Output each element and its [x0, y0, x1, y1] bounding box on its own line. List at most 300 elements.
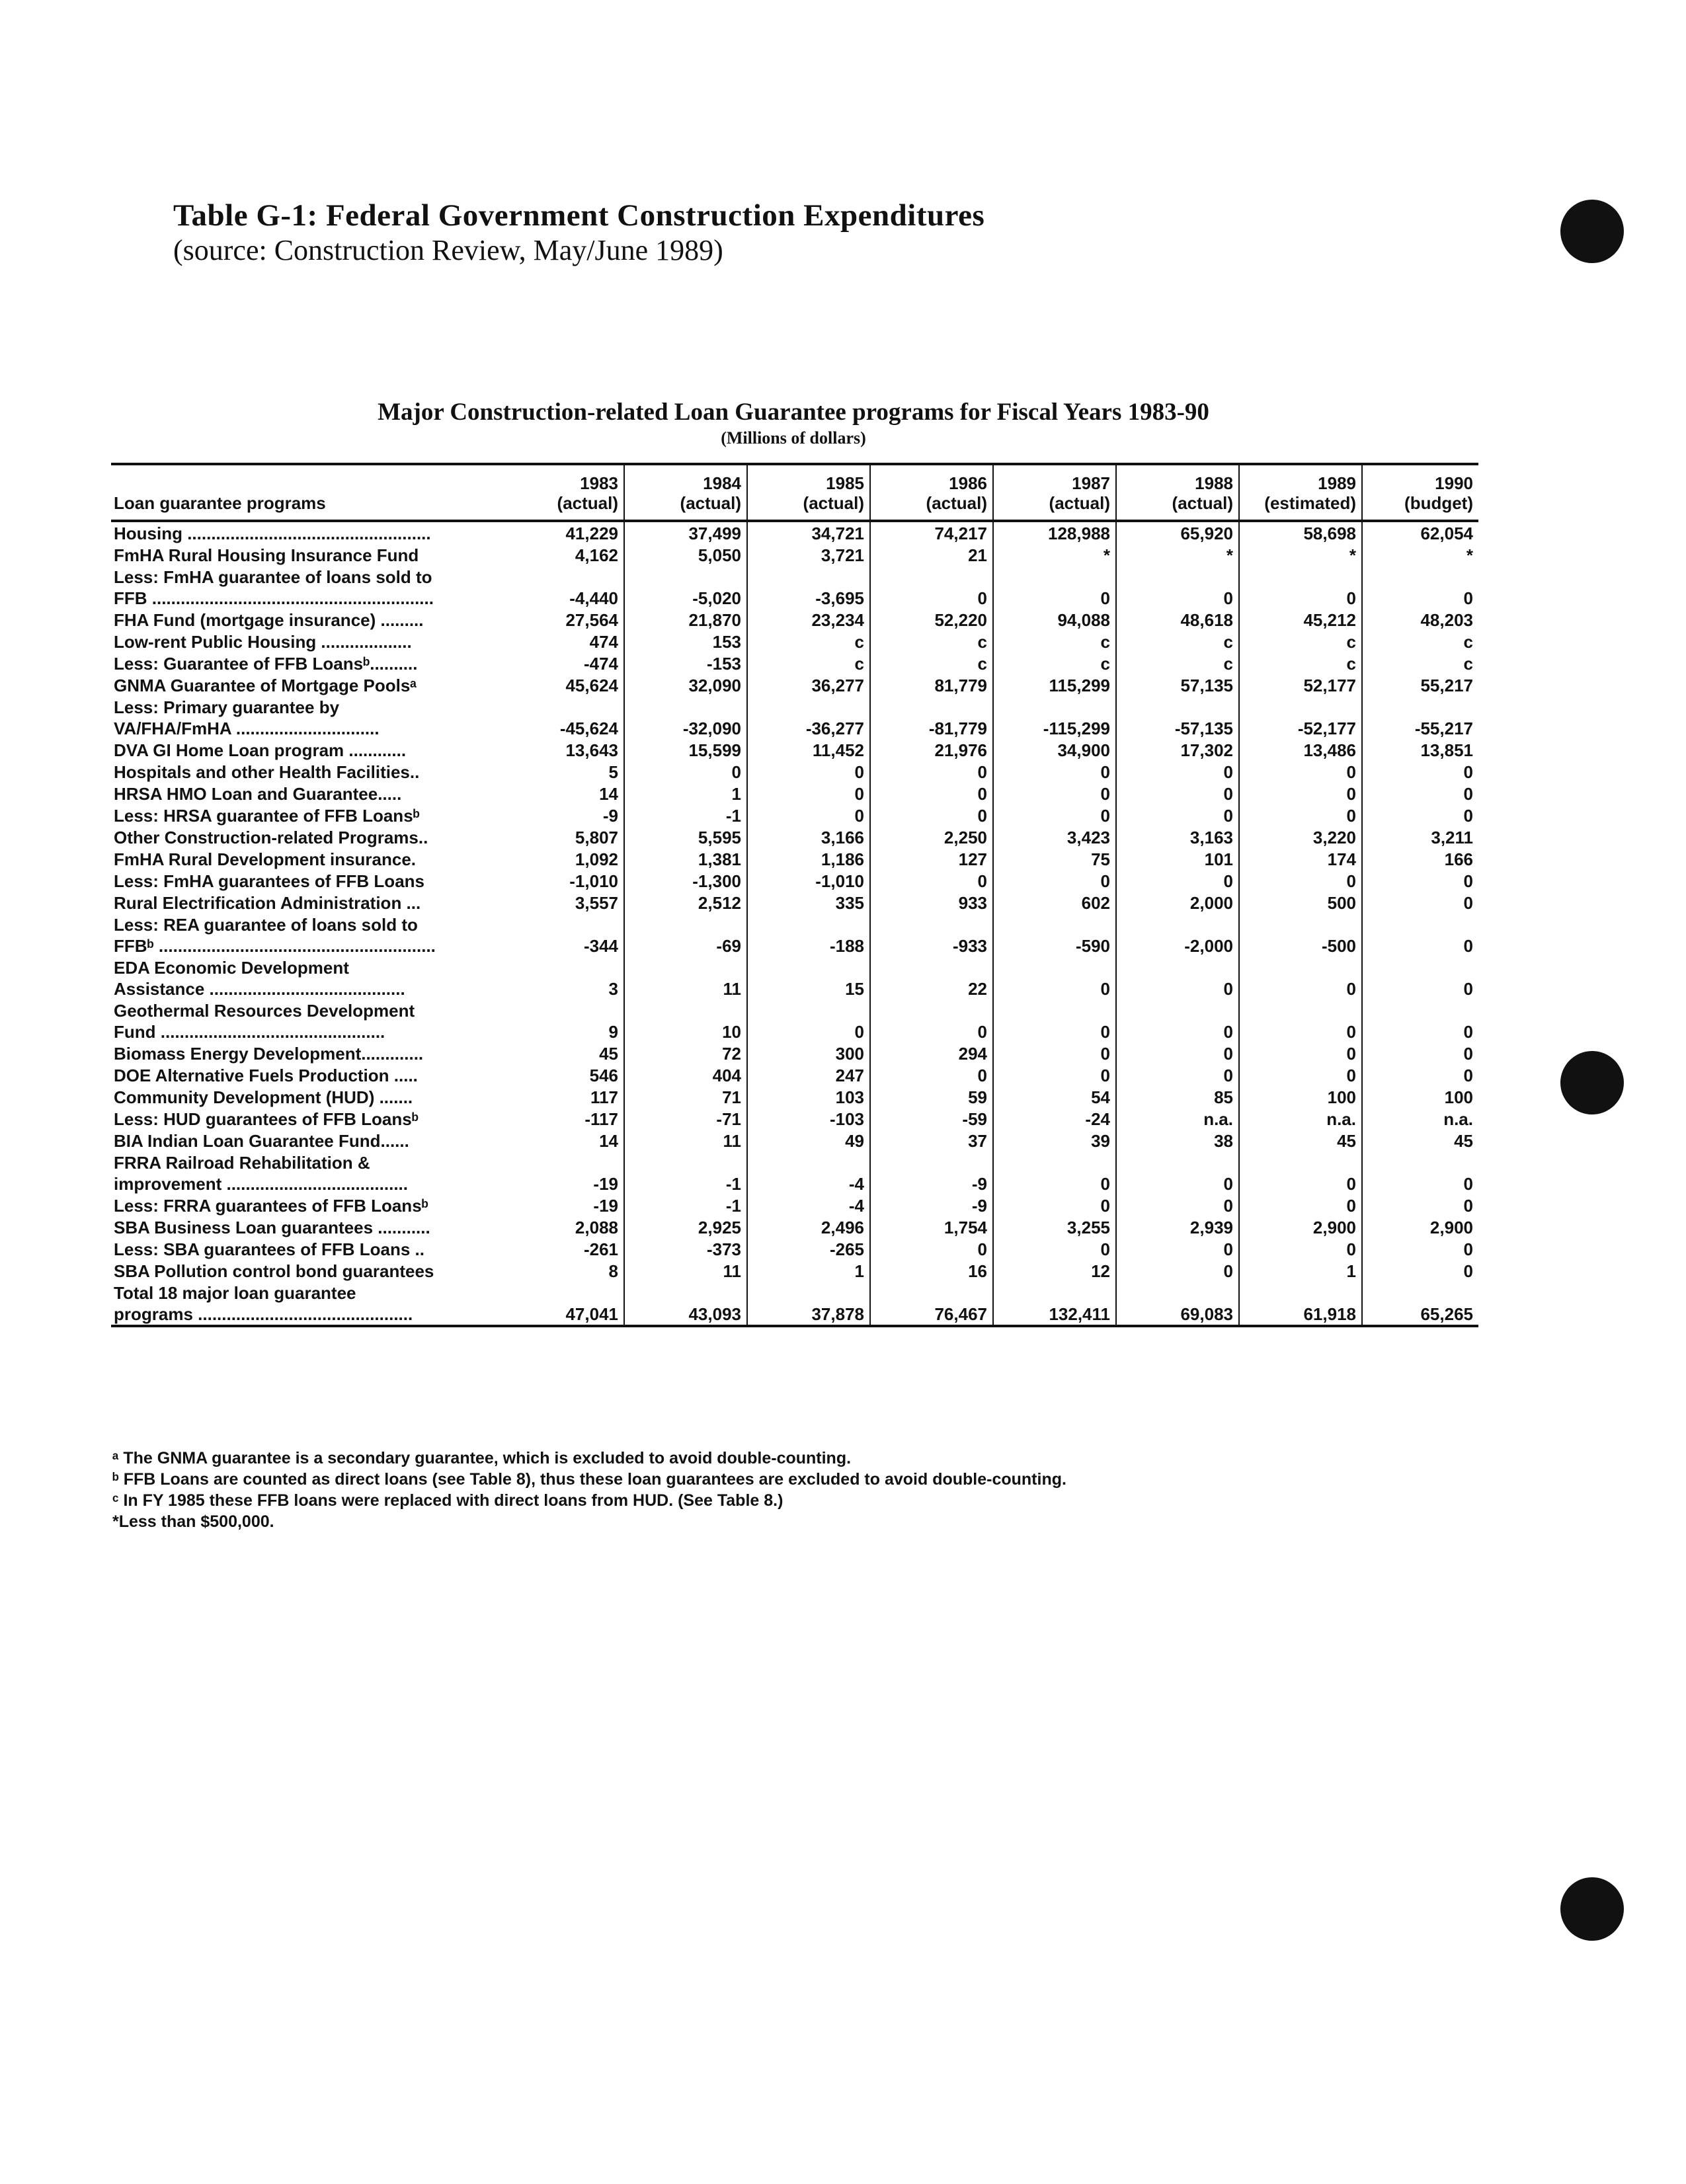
value-cell: 3 — [501, 956, 624, 999]
value-cell: -265 — [747, 1238, 870, 1260]
table-row — [111, 892, 1478, 914]
value-cell: 115,299 — [993, 674, 1116, 696]
program-label-cell — [111, 892, 501, 914]
value-cell: 1,092 — [501, 848, 624, 870]
program-label-cell — [111, 804, 501, 826]
value-cell: -19 — [501, 1194, 624, 1216]
value-cell: 128,988 — [993, 521, 1116, 544]
table-row — [111, 1151, 1478, 1194]
value-cell: 21,976 — [870, 739, 993, 761]
value-cell: 1,381 — [624, 848, 747, 870]
program-label-cell — [111, 1194, 501, 1216]
value-cell: -103 — [747, 1108, 870, 1130]
value-cell: -69 — [624, 914, 747, 956]
value-cell: c — [1116, 631, 1239, 652]
value-cell: 37 — [870, 1130, 993, 1151]
value-cell: 1,186 — [747, 848, 870, 870]
value-cell: 37,499 — [624, 521, 747, 544]
year-label: 1985 — [826, 473, 864, 493]
value-cell: 15,599 — [624, 739, 747, 761]
year-column-header — [993, 464, 1116, 521]
program-column-header: Loan guarantee programs — [114, 493, 326, 513]
value-cell: -19 — [501, 1151, 624, 1194]
value-cell: 22 — [870, 956, 993, 999]
value-cell: c — [1116, 652, 1239, 674]
value-cell: 602 — [993, 892, 1116, 914]
program-label-cell — [111, 956, 501, 999]
program-label-cell — [111, 1042, 501, 1064]
year-label: 1987 — [1072, 473, 1110, 493]
value-cell: 32,090 — [624, 674, 747, 696]
value-cell: -3,695 — [747, 566, 870, 609]
value-cell: 2,250 — [870, 826, 993, 848]
value-cell: 3,721 — [747, 544, 870, 566]
value-cell: 54 — [993, 1086, 1116, 1108]
value-cell: 0 — [870, 566, 993, 609]
year-column-header — [501, 464, 624, 521]
value-cell: 0 — [1463, 1196, 1473, 1216]
table-row — [111, 804, 1478, 826]
program-label: Housing ................................................... — [114, 524, 431, 543]
value-cell: 45 — [1239, 1130, 1362, 1151]
value-cell: 10 — [624, 999, 747, 1042]
value-cell: 65,265 — [1420, 1304, 1473, 1324]
program-label: FRRA Railroad Rehabilitation & improvement ...................................... — [114, 1153, 408, 1194]
value-cell: 65,920 — [1116, 521, 1239, 544]
value-cell: 34,721 — [747, 521, 870, 544]
table-row — [111, 870, 1478, 892]
table-row — [111, 674, 1478, 696]
value-cell: -36,277 — [747, 696, 870, 739]
page-title-block — [173, 197, 984, 267]
value-cell: 34,900 — [993, 739, 1116, 761]
value-cell: c — [993, 652, 1116, 674]
value-cell: 17,302 — [1116, 739, 1239, 761]
value-cell: -153 — [624, 652, 747, 674]
program-label: Other Construction-related Programs.. — [114, 828, 428, 847]
program-label: SBA Pollution control bond guarantees — [114, 1261, 434, 1281]
program-label: BIA Indian Loan Guarantee Fund...... — [114, 1131, 409, 1151]
value-cell: 0 — [1116, 1260, 1239, 1282]
year-status-label: (actual) — [557, 493, 618, 513]
value-cell: 0 — [993, 1042, 1116, 1064]
value-cell: -1 — [624, 1151, 747, 1194]
value-cell: -5,020 — [624, 566, 747, 609]
value-cell: 0 — [1116, 956, 1239, 999]
table-row — [111, 1108, 1478, 1130]
value-cell: 48,618 — [1116, 609, 1239, 631]
value-cell: 21 — [870, 544, 993, 566]
value-cell: 0 — [1463, 936, 1473, 956]
program-label: Less: HRSA guarantee of FFB Loansᵇ — [114, 806, 420, 826]
value-cell: -1,010 — [747, 870, 870, 892]
value-cell: 59 — [870, 1086, 993, 1108]
value-cell: -590 — [993, 914, 1116, 956]
value-cell: 45 — [1454, 1131, 1473, 1151]
program-label-cell — [111, 1108, 501, 1130]
value-cell: 11 — [624, 1130, 747, 1151]
table-row — [111, 783, 1478, 804]
value-cell: 3,166 — [747, 826, 870, 848]
value-cell: 100 — [1239, 1086, 1362, 1108]
program-label-cell — [111, 870, 501, 892]
value-cell: 58,698 — [1239, 521, 1362, 544]
value-cell: 0 — [1116, 1238, 1239, 1260]
value-cell: 0 — [1239, 804, 1362, 826]
value-cell: 0 — [870, 999, 993, 1042]
value-cell: 5,595 — [624, 826, 747, 848]
value-cell: c — [1463, 632, 1473, 652]
program-label-cell — [111, 999, 501, 1042]
value-cell: -1 — [624, 1194, 747, 1216]
program-label: Less: FmHA guarantees of FFB Loans — [114, 871, 424, 891]
value-cell: 0 — [1239, 1194, 1362, 1216]
value-cell: 0 — [870, 783, 993, 804]
year-status-label: (actual) — [926, 493, 987, 513]
value-cell: 1,754 — [870, 1216, 993, 1238]
program-label: Geothermal Resources Development Fund ............................................... — [114, 1001, 415, 1042]
table-row — [111, 652, 1478, 674]
value-cell: 0 — [1463, 1239, 1473, 1259]
value-cell: 48,203 — [1420, 610, 1473, 630]
value-cell: 0 — [1116, 1151, 1239, 1194]
value-cell: 100 — [1444, 1087, 1473, 1107]
table-title: Major Construction-related Loan Guarantee programs for Fiscal Years 1983-90 — [378, 399, 1209, 426]
value-cell: 474 — [501, 631, 624, 652]
value-cell: 166 — [1444, 849, 1473, 869]
value-cell: -261 — [501, 1238, 624, 1260]
value-cell: 41,229 — [501, 521, 624, 544]
table-row — [111, 1042, 1478, 1064]
value-cell: 174 — [1239, 848, 1362, 870]
program-label: SBA Business Loan guarantees ........... — [114, 1218, 430, 1237]
value-cell: 0 — [1239, 870, 1362, 892]
value-cell: -474 — [501, 652, 624, 674]
value-cell: 2,939 — [1116, 1216, 1239, 1238]
value-cell: 0 — [993, 1194, 1116, 1216]
program-label-cell — [111, 1238, 501, 1260]
value-cell: -52,177 — [1239, 696, 1362, 739]
value-cell: 23,234 — [747, 609, 870, 631]
year-column-header — [1116, 464, 1239, 521]
value-cell: 3,220 — [1239, 826, 1362, 848]
value-cell: 300 — [747, 1042, 870, 1064]
value-cell: -117 — [501, 1108, 624, 1130]
footnote: *Less than $500,000. — [112, 1512, 274, 1531]
value-cell: 2,496 — [747, 1216, 870, 1238]
value-cell: 14 — [501, 1130, 624, 1151]
program-label: Low-rent Public Housing ................... — [114, 632, 412, 652]
year-label: 1984 — [703, 473, 741, 493]
table-row — [111, 609, 1478, 631]
value-cell: 27,564 — [501, 609, 624, 631]
value-cell: 43,093 — [624, 1282, 747, 1326]
value-cell: * — [1466, 545, 1473, 565]
value-cell: 247 — [747, 1064, 870, 1086]
loan-guarantee-table — [111, 463, 1478, 1327]
punch-hole-middle — [1560, 1051, 1624, 1114]
program-label: Community Development (HUD) ....... — [114, 1087, 413, 1107]
program-label: Less: REA guarantee of loans sold to FFBᵇ .......................................................... — [114, 915, 436, 956]
year-label: 1986 — [949, 473, 987, 493]
value-cell: 13,486 — [1239, 739, 1362, 761]
value-cell: 0 — [624, 761, 747, 783]
value-cell: 57,135 — [1116, 674, 1239, 696]
value-cell: 13,851 — [1420, 740, 1473, 760]
value-cell: 103 — [747, 1086, 870, 1108]
value-cell: 0 — [1463, 1044, 1473, 1064]
value-cell: -71 — [624, 1108, 747, 1130]
value-cell: 0 — [1239, 1064, 1362, 1086]
value-cell: 0 — [1463, 893, 1473, 913]
value-cell: 45,624 — [501, 674, 624, 696]
value-cell: 1 — [1239, 1260, 1362, 1282]
value-cell: 0 — [1239, 956, 1362, 999]
value-cell: c — [747, 631, 870, 652]
value-cell: 75 — [993, 848, 1116, 870]
year-column-header — [1362, 464, 1478, 521]
value-cell: 0 — [1463, 979, 1473, 999]
program-label-cell — [111, 848, 501, 870]
value-cell: -45,624 — [501, 696, 624, 739]
value-cell: 0 — [1239, 566, 1362, 609]
table-row — [111, 544, 1478, 566]
value-cell: 2,088 — [501, 1216, 624, 1238]
value-cell: n.a. — [1116, 1108, 1239, 1130]
value-cell: 0 — [1116, 999, 1239, 1042]
value-cell: 76,467 — [870, 1282, 993, 1326]
value-cell: 0 — [993, 783, 1116, 804]
value-cell: 12 — [993, 1260, 1116, 1282]
year-column-header — [1239, 464, 1362, 521]
value-cell: 153 — [624, 631, 747, 652]
program-label-cell — [111, 1130, 501, 1151]
footnote: ᶜ In FY 1985 these FFB loans were replaced with direct loans from HUD. (See Table 8.) — [112, 1491, 783, 1510]
value-cell: -24 — [993, 1108, 1116, 1130]
program-label: Less: Primary guarantee by VA/FHA/FmHA .............................. — [114, 697, 380, 738]
value-cell: n.a. — [1239, 1108, 1362, 1130]
value-cell: 8 — [501, 1260, 624, 1282]
page-subtitle: (source: Construction Review, May/June 1989) — [173, 234, 723, 266]
program-label: GNMA Guarantee of Mortgage Poolsᵃ — [114, 676, 417, 695]
value-cell: 0 — [747, 761, 870, 783]
program-label-cell — [111, 631, 501, 652]
table-row — [111, 1064, 1478, 1086]
value-cell: 0 — [1463, 806, 1473, 826]
year-column-header — [870, 464, 993, 521]
value-cell: 0 — [993, 1151, 1116, 1194]
value-cell: 0 — [1116, 566, 1239, 609]
value-cell: -9 — [870, 1151, 993, 1194]
value-cell: 0 — [993, 1238, 1116, 1260]
punch-hole-top — [1560, 200, 1624, 263]
value-cell: 335 — [747, 892, 870, 914]
program-label: DVA GI Home Loan program ............ — [114, 740, 407, 760]
value-cell: -373 — [624, 1238, 747, 1260]
value-cell: -188 — [747, 914, 870, 956]
value-cell: 0 — [1116, 783, 1239, 804]
value-cell: 0 — [1463, 762, 1473, 782]
footnote: ᵃ The GNMA guarantee is a secondary guarantee, which is excluded to avoid double-counting. — [112, 1449, 852, 1467]
value-cell: 0 — [1463, 871, 1473, 891]
value-cell: 0 — [1463, 1261, 1473, 1281]
value-cell: 3,163 — [1116, 826, 1239, 848]
value-cell: 0 — [1463, 784, 1473, 804]
value-cell: 933 — [870, 892, 993, 914]
value-cell: 117 — [501, 1086, 624, 1108]
value-cell: 0 — [993, 804, 1116, 826]
value-cell: 45,212 — [1239, 609, 1362, 631]
value-cell: -2,000 — [1116, 914, 1239, 956]
value-cell: 3,211 — [1431, 828, 1473, 847]
year-label: 1990 — [1435, 473, 1473, 493]
value-cell: -4 — [747, 1194, 870, 1216]
value-cell: 52,177 — [1239, 674, 1362, 696]
value-cell: 5,807 — [501, 826, 624, 848]
year-column-header — [747, 464, 870, 521]
value-cell: c — [1239, 652, 1362, 674]
program-label-cell — [111, 1064, 501, 1086]
value-cell: 1 — [747, 1260, 870, 1282]
value-cell: 61,918 — [1239, 1282, 1362, 1326]
value-cell: c — [1239, 631, 1362, 652]
value-cell: 39 — [993, 1130, 1116, 1151]
program-label: EDA Economic Development Assistance ......................................... — [114, 958, 405, 999]
value-cell: 72 — [624, 1042, 747, 1064]
program-label: HRSA HMO Loan and Guarantee..... — [114, 784, 402, 804]
program-label: FHA Fund (mortgage insurance) ......... — [114, 610, 424, 630]
punch-hole-bottom — [1560, 1877, 1624, 1941]
value-cell: -59 — [870, 1108, 993, 1130]
value-cell: 11 — [624, 956, 747, 999]
table-row — [111, 826, 1478, 848]
table-row — [111, 566, 1478, 609]
program-label-cell — [111, 1282, 501, 1326]
value-cell: 37,878 — [747, 1282, 870, 1326]
value-cell: 11,452 — [747, 739, 870, 761]
year-status-label: (actual) — [1172, 493, 1233, 513]
value-cell: -115,299 — [993, 696, 1116, 739]
year-label: 1983 — [580, 473, 618, 493]
table-row — [111, 1238, 1478, 1260]
program-label: FmHA Rural Development insurance. — [114, 849, 417, 869]
value-cell: 0 — [870, 804, 993, 826]
table-row — [111, 1282, 1478, 1326]
value-cell: 0 — [1463, 1066, 1473, 1085]
value-cell: 16 — [870, 1260, 993, 1282]
value-cell: -344 — [501, 914, 624, 956]
value-cell: 45 — [501, 1042, 624, 1064]
program-label-cell — [111, 609, 501, 631]
value-cell: 0 — [870, 870, 993, 892]
table-row — [111, 696, 1478, 739]
value-cell: 2,900 — [1429, 1218, 1473, 1237]
table-row — [111, 914, 1478, 956]
value-cell: 0 — [1116, 1064, 1239, 1086]
value-cell: 101 — [1116, 848, 1239, 870]
table-row — [111, 761, 1478, 783]
table-row — [111, 999, 1478, 1042]
year-status-label: (actual) — [1049, 493, 1110, 513]
footnote: ᵇ FFB Loans are counted as direct loans (see Table 8), thus these loan guarantees are excluded to avoid double-counting. — [112, 1470, 1066, 1489]
value-cell: * — [1239, 544, 1362, 566]
value-cell: 38 — [1116, 1130, 1239, 1151]
year-label: 1988 — [1195, 473, 1233, 493]
value-cell: 85 — [1116, 1086, 1239, 1108]
value-cell: 1 — [624, 783, 747, 804]
value-cell: c — [993, 631, 1116, 652]
program-label-cell — [111, 674, 501, 696]
value-cell: 3,423 — [993, 826, 1116, 848]
value-cell: 36,277 — [747, 674, 870, 696]
value-cell: 0 — [993, 1064, 1116, 1086]
value-cell: -1 — [624, 804, 747, 826]
program-label-cell — [111, 783, 501, 804]
value-cell: * — [1116, 544, 1239, 566]
program-label-cell — [111, 521, 501, 544]
value-cell: 0 — [1463, 1022, 1473, 1042]
program-label: Rural Electrification Administration ... — [114, 893, 421, 913]
value-cell: 4,162 — [501, 544, 624, 566]
value-cell: 47,041 — [501, 1282, 624, 1326]
value-cell: -4 — [747, 1151, 870, 1194]
program-label: Less: SBA guarantees of FFB Loans .. — [114, 1239, 425, 1259]
value-cell: 0 — [747, 999, 870, 1042]
value-cell: 81,779 — [870, 674, 993, 696]
value-cell: 52,220 — [870, 609, 993, 631]
program-label: Less: HUD guarantees of FFB Loansᵇ — [114, 1109, 419, 1129]
value-cell: 0 — [1116, 761, 1239, 783]
value-cell: 11 — [624, 1260, 747, 1282]
program-label-cell — [111, 566, 501, 609]
program-label-cell — [111, 1151, 501, 1194]
value-cell: * — [993, 544, 1116, 566]
value-cell: -57,135 — [1116, 696, 1239, 739]
value-cell: -32,090 — [624, 696, 747, 739]
value-cell: 0 — [1116, 1042, 1239, 1064]
value-cell: 9 — [501, 999, 624, 1042]
value-cell: 0 — [1239, 1042, 1362, 1064]
table-row — [111, 1260, 1478, 1282]
value-cell: 0 — [1463, 588, 1473, 608]
program-label: Less: Guarantee of FFB Loansᵇ.......... — [114, 654, 418, 674]
program-label-cell — [111, 761, 501, 783]
value-cell: 0 — [747, 783, 870, 804]
value-cell: 0 — [993, 999, 1116, 1042]
value-cell: 0 — [1116, 804, 1239, 826]
value-cell: 0 — [993, 870, 1116, 892]
value-cell: 127 — [870, 848, 993, 870]
value-cell: 5,050 — [624, 544, 747, 566]
value-cell: 14 — [501, 783, 624, 804]
value-cell: 2,000 — [1116, 892, 1239, 914]
value-cell: 0 — [1239, 761, 1362, 783]
value-cell: -9 — [870, 1194, 993, 1216]
value-cell: -55,217 — [1414, 719, 1473, 738]
value-cell: 0 — [870, 1238, 993, 1260]
value-cell: 3,255 — [993, 1216, 1116, 1238]
table-row — [111, 631, 1478, 652]
value-cell: 294 — [870, 1042, 993, 1064]
program-label-cell — [111, 696, 501, 739]
value-cell: 2,900 — [1239, 1216, 1362, 1238]
program-label: Hospitals and other Health Facilities.. — [114, 762, 420, 782]
footnotes — [112, 1448, 1066, 1532]
value-cell: 49 — [747, 1130, 870, 1151]
value-cell: 21,870 — [624, 609, 747, 631]
year-column-header — [624, 464, 747, 521]
value-cell: 500 — [1239, 892, 1362, 914]
